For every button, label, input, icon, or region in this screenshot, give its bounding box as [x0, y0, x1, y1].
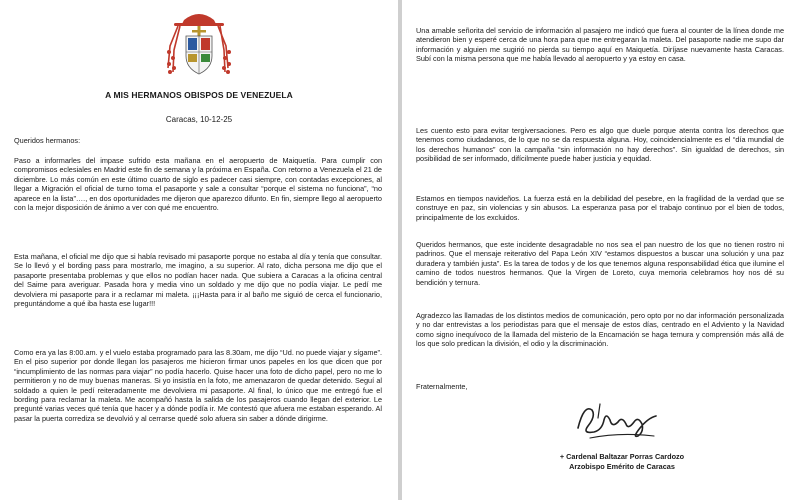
body-paragraph: Les cuento esto para evitar tergiversaciones. Pero es algo que duele porque atenta contra los derechos que tenemos como ciudadanos, de lo que no se da respuesta alguna. Hoy, coincidencialmente es el “día mundial de los derechos humanos” con la campaña “sin información no hay derechos”. Sin igualdad de derechos, sin posibilidad de ser informado, difícilmente puede haber justicia y equidad. — [416, 126, 784, 164]
handwritten-signature — [570, 398, 662, 444]
signer-title: Arzobispo Emérito de Caracas — [569, 462, 675, 471]
cardinal-coat-of-arms-icon — [164, 6, 234, 80]
body-paragraph: Paso a informarles del impase sufrido esta mañana en el aeropuerto de Maiquetía. Para cumplir con compromisos eclesiales en Madrid este fin de semana y la próxima en España. Con retorno a Venezuela el 21 de diciembre. Lo más común en este último cuarto de siglo es padecer casi siempre, con contadas excepciones, al llegar a Migración el oficial de turno toma el pasaporte y sale a consultar “porque el sistema no funciona”, “no aparece en la lista”…., en dos oportunidades me dijeron que aparezco difunto. En fin, siempre llego al aeropuerto con la mejor disposición de ánimo a ver con qué me encuentro. — [14, 156, 382, 213]
place-date: Caracas, 10-12-25 — [165, 115, 233, 124]
letter-page-1 — [0, 0, 398, 500]
salutation: Queridos hermanos: — [14, 136, 81, 145]
body-paragraph: Queridos hermanos, que este incidente desagradable no nos sea el pan nuestro de los que no tienen rostro ni padrinos. Que el mensaje reiterativo del Papa León XIV “estamos dispuestos a buscar una solución y una paz duradera y también justa”. Es la tarea de todos y de los que tenemos alguna responsabilidad ética que ilumine el camino de todos nuestros hermanos. Que la Virgen de Loreto, cuya memoria celebramos hoy nos dé su bendición y ternura. — [416, 240, 784, 287]
letter-page-2 — [402, 0, 800, 500]
body-paragraph: Como era ya las 8:00.am. y el vuelo estaba programado para las 8.30am, me dijo “Ud. no puede viajar y sígame”. En el piso superior por donde llegan los pasajeros me hicieron firmar unos papeles en los que dicen que por “incumplimiento de las normas para viajar” no podía hacerlo. Quise hacer una foto de dicho papel, pero no me lo permitieron y no de muy buenas maneras. Si yo insistía en la foto, me amenazaron de quedar detenido. Seguí al soldado a quien le pedí reiteradamente me devolviera mi pasaporte. Al final, lo único que me entregó fue el bording para reclamar la maleta. Me acompañó hasta la salida de los pasajeros cuando llegan del exterior. Le pregunté varias veces qué tenía que hacer y a dónde podía ir. Me contestó que afuera me estaban esperando. Al pasar la puerta corrediza se devolvió y al cerrarse quedé solo afuera sin saber a dónde dirigirme. — [14, 348, 382, 423]
signer-name: + Cardenal Baltazar Porras Cardozo — [559, 452, 685, 461]
letter-title: A MIS HERMANOS OBISPOS DE VENEZUELA — [105, 90, 293, 100]
closing: Fraternalmente, — [416, 382, 468, 391]
body-paragraph: Agradezco las llamadas de los distintos medios de comunicación, pero opto por no dar información personalizada y no dar entrevistas a los periodistas para que el mensaje de estos días, centrado en el Adviento y la Navidad como signo inequívoco de la llamada del misterio de la Encarnación se haga ternura y comprensión más allá de los que solo predican la división, el odio y la discriminación. — [416, 311, 784, 349]
body-paragraph: Esta mañana, el oficial me dijo que si había revisado mi pasaporte porque no estaba al día y tenía que consultar. Se lo llevó y el bording pass para mostrarlo, me imagino, a su superior. Al rato, dicha persona me dijo que el pasaporte presentaba problemas y que ellos no podían hacer nada. Que subiera a Caracas a la oficina central del Saime para averiguar. Pasada hora y media vino un soldado y me dijo que no podía viajar. Le pedí me devolviera mi pasaporte para ir a reclamar mi maleta. ¡¡¡Hasta para ir al baño me siguió de cerca el funcionario, preguntándome a qué iba hasta ese lugar!!! — [14, 252, 382, 309]
body-paragraph: Una amable señorita del servicio de información al pasajero me indicó que fuera al counter de la línea donde me atendieron bien y esperé cerca de una hora para que me entregaran la maleta. Del pasaporte nadie me supo dar información y alguien me sugirió no pierda su tiempo aquí en Maiquetía. Diríjase nuevamente hasta Caracas. Subí con la misma persona que me había llevado al aeropuerto y ya estoy en casa. — [416, 26, 784, 64]
body-paragraph: Estamos en tiempos navideños. La fuerza está en la debilidad del pesebre, en la fragilidad de la verdad que se construye en paz, sin violencias y sin abusos. La esperanza pasa por el trabajo continuo por el bien de todos, principalmente de los excluidos. — [416, 194, 784, 222]
